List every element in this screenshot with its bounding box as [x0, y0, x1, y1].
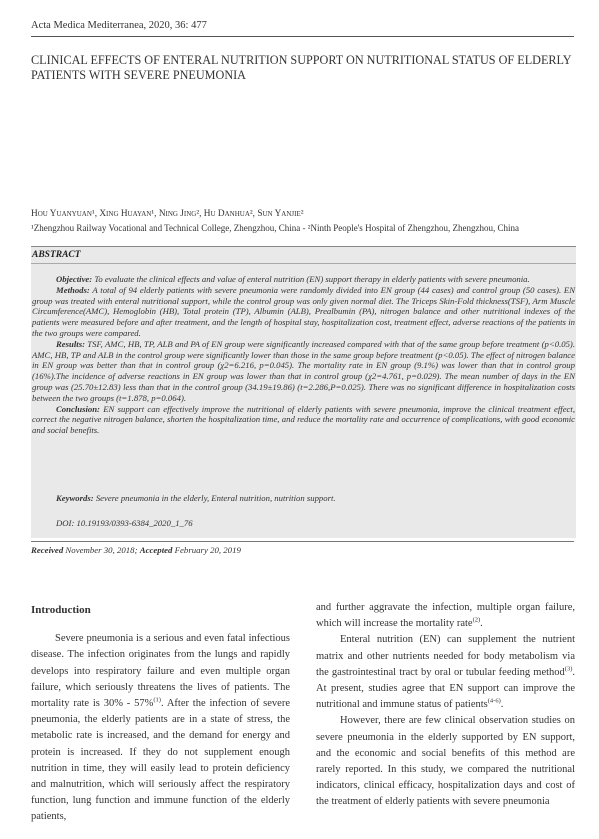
section-heading-introduction: Introduction — [31, 604, 91, 616]
objective-text: To evaluate the clinical effects and value of enteral nutrition (EN) support therapy in elderly patients with severe pneumonia. — [92, 274, 530, 284]
accepted-date: February 20, 2019 — [172, 545, 241, 555]
abstract-methods — [32, 285, 575, 339]
intro-r2-end: . — [500, 699, 504, 711]
intro-r1-text: and further aggravate the infection, multiple organ failure, which will increase the mortality rate — [316, 602, 575, 630]
methods-text: A total of 94 elderly patients with severe pneumonia were randomly divided into EN group (44 cases) and control group (50 cases). EN group was treated with enteral nutritional support, while the control group was only given normal diet. The Triceps Skin-Fold thickness(TSF), Arm Muscle Circumference(AMC), Hemoglobin (HB), Total protein (TP), Albumin (ALB), Prealbumin (PA), nitrogen balance and other nutritional indexes of the patients were measured before and after treatment, and the length of hospital stay, hospitalization cost, treatment effect, adverse reactions of the patients in the two groups were compared. — [32, 284, 575, 338]
conclusion-label: Conclusion: — [56, 403, 100, 414]
abstract-conclusion — [32, 404, 575, 436]
conclusion-text: EN support can effectively improve the nutritional of elderly patients with severe pneumonia, improve the clinical treatment effect, correct the negative nitrogen balance, shorten the hospitalization time, and reduce the mortality rate and occurrence of complications, with good economic and social benefits. — [32, 403, 575, 436]
results-label: Results: — [56, 338, 85, 349]
intro-paragraph-3: However, there are few clinical observation studies on severe pneumonia in the elderly supported by EN support, and the economic and social benefits of this method are rarely reported. In this study, we compared the nutritional indicators, clinical efficacy, hospitalization days and cost of the treatment of elderly patients with severe pneumonia — [316, 715, 575, 808]
intro-paragraph-1 — [31, 631, 290, 825]
header-divider — [31, 36, 574, 37]
citation-2[interactable]: (2) — [472, 616, 481, 624]
results-text: TSF, AMC, HB, TP, ALB and PA of EN group were significantly increased compared with that of the same group before treatment (p<0.05). AMC, HB, TP and ALB in the control group were significantly lower than those in the same group before treatment (p<0.05). The effect of nitrogen balance in EN group was better than that in control group (χ2=6.216, p=0.045). The mortality rate in EN group (9.1%) was lower than that in control group (16%).The incidence of adverse reactions in EN group was lower than that in control group (χ2=4.761, p=0.029). The mean number of days in the EN group was (25.70±12.83) less than that in the control group (34.19±19.86) (t=2.286,P=0.025). There was no significant difference in hospitalization costs between the two groups (t=1.878, p=0.064). — [32, 338, 575, 403]
accepted-label: Accepted — [139, 545, 173, 555]
abstract-box — [31, 246, 576, 538]
journal-header: Acta Medica Mediterranea, 2020, 36: 477 — [31, 20, 207, 31]
left-column — [31, 602, 290, 826]
intro-paragraph-2 — [316, 632, 575, 713]
abstract-results — [32, 339, 575, 404]
abstract-heading-bar — [31, 246, 576, 264]
citation-1[interactable]: (1) — [153, 696, 161, 704]
citation-4-6[interactable]: (4-6) — [487, 697, 501, 705]
dates-divider — [31, 541, 574, 542]
abstract-body — [32, 274, 575, 436]
intro-r1-end: . — [480, 618, 483, 630]
received-date: November 30, 2018; — [63, 545, 140, 555]
keywords — [56, 493, 336, 503]
keywords-text: Severe pneumonia in the elderly, Enteral nutrition, nutrition support. — [93, 493, 336, 503]
intro-p1-text-b: . After the infection of severe pneumonia, the elderly patients are in a state of stress, the metabolic rate is increased, and the demand for energy and protein is increased. If they do not supplement enough nutrition in time, they will easily lead to protein deficiency and malnutrition, which will seriously affect the respiratory function, lung function and immune function of the elderly patients, — [31, 698, 290, 823]
right-column — [316, 600, 575, 811]
intro-paragraph-1-continued — [316, 600, 575, 632]
methods-label: Methods: — [56, 284, 90, 295]
received-label: Received — [31, 545, 64, 555]
abstract-heading: ABSTRACT — [32, 250, 81, 260]
objective-label: Objective: — [56, 274, 93, 284]
paper-title: CLINICAL EFFECTS OF ENTERAL NUTRITION SUPPORT ON NUTRITIONAL STATUS OF ELDERLY PATIENTS WITH SEVERE PNEUMONIA — [31, 53, 572, 82]
intro-p1-text-a: Severe pneumonia is a serious and even fatal infectious disease. The infection originates from the lungs and rapidly develops into respiratory failure and even multiple organ failure, which seriously threatens the lives of patients. The mortality rate is 30% - 57% — [31, 633, 290, 710]
doi[interactable]: DOI: 10.19193/0393-6384_2020_1_76 — [56, 518, 193, 528]
received-dates — [31, 545, 241, 555]
affiliations: ¹Zhengzhou Railway Vocational and Technical College, Zhengzhou, China - ²Ninth People's Hospital of Zhengzhou, Zhengzhou, China — [31, 223, 520, 233]
citation-3[interactable]: (3) — [564, 665, 573, 673]
intro-r2-text-b: . At present, studies agree that EN support can improve the nutritional and immune status of patients — [316, 666, 575, 711]
abstract-objective — [32, 274, 575, 285]
intro-r2-text-a: Enteral nutrition (EN) can supplement the nutrient matrix and other nutrients needed for body metabolism via the gastrointestinal tract by oral or tubular feeding method — [316, 634, 575, 678]
keywords-label: Keywords: — [56, 493, 94, 503]
author-list: Hou Yuanyuan¹, Xing Huayan¹, Ning Jing², Hu Danhua², Sun Yanjie² — [31, 209, 304, 219]
